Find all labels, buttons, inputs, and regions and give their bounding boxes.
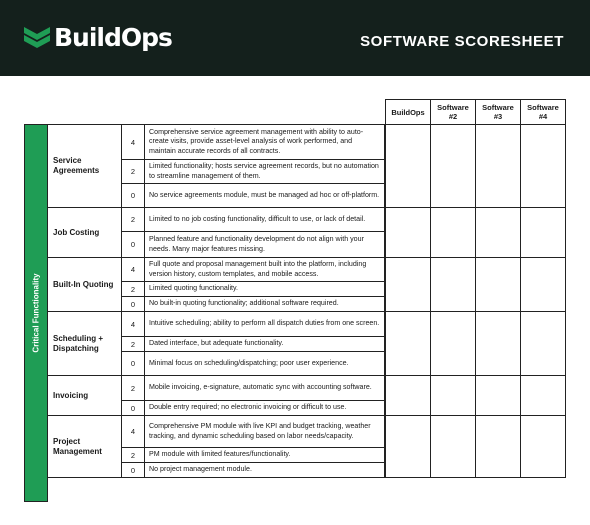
category-label [47,207,122,258]
score-entry-box[interactable] [475,257,521,312]
criteria-description: Minimal focus on scheduling/dispatching; poor user experience. [144,351,385,376]
score-entry-box[interactable] [520,311,566,376]
score-entry-box[interactable] [430,375,476,416]
score-entry-box[interactable] [385,375,431,416]
criteria-description: Mobile invoicing, e-signature, automatic sync with accounting software. [144,375,385,401]
chevron-stack-icon [24,25,50,51]
score-value: 2 [121,159,145,184]
page-header [0,0,590,76]
criteria-description: Intuitive scheduling; ability to perform all dispatch duties from one screen. [144,311,385,337]
section-sidebar [24,124,48,502]
score-value: 4 [121,311,145,337]
criteria-description: Planned feature and functionality development do not align with your needs. Many major features missing. [144,231,385,258]
category-label [47,311,122,376]
score-entry-box[interactable] [430,124,476,208]
category-name: Project Management [53,436,102,456]
score-entry-box[interactable] [385,207,431,258]
buildops-logo [24,25,174,55]
score-value: 2 [121,281,145,297]
category-label [47,415,122,478]
score-entry-box[interactable] [475,124,521,208]
criteria-description: Full quote and proposal management built into the platform, including version history, custom templates, and mobile access. [144,257,385,282]
score-value: 0 [121,183,145,208]
score-entry-box[interactable] [430,207,476,258]
score-entry-box[interactable] [475,207,521,258]
category-name: Scheduling + Dispatching [53,333,104,353]
criteria-description: Comprehensive service agreement management with ability to auto-create visits, provide asset-level analysis of work performed, and maintain accurate records of all contracts. [144,124,385,160]
column-header: Software #3 [475,99,521,125]
score-value: 2 [121,447,145,463]
score-value: 4 [121,415,145,448]
criteria-description: No project management module. [144,462,385,478]
logo-text: BuildOps [54,23,172,52]
criteria-description: Limited functionality; hosts service agreement records, but no automation to streamline management of them. [144,159,385,184]
column-header: BuildOps [385,99,431,125]
score-entry-box[interactable] [475,375,521,416]
category-label [47,124,122,208]
score-entry-box[interactable] [520,415,566,478]
score-entry-box[interactable] [385,257,431,312]
criteria-description: Comprehensive PM module with live KPI and budget tracking, weather tracking, and dynamic scheduling based on labor needs/capacity. [144,415,385,448]
score-entry-box[interactable] [430,415,476,478]
criteria-description: PM module with limited features/functionality. [144,447,385,463]
score-entry-box[interactable] [475,415,521,478]
score-value: 0 [121,351,145,376]
criteria-description: Limited quoting functionality. [144,281,385,297]
criteria-description: Dated interface, but adequate functionality. [144,336,385,352]
score-entry-box[interactable] [430,311,476,376]
score-value: 2 [121,207,145,232]
score-entry-box[interactable] [520,207,566,258]
score-entry-box[interactable] [385,311,431,376]
score-entry-box[interactable] [520,124,566,208]
score-value: 4 [121,124,145,160]
page-title: SOFTWARE SCORESHEET [360,33,564,50]
score-entry-box[interactable] [520,375,566,416]
score-value: 4 [121,257,145,282]
criteria-description: Limited to no job costing functionality, difficult to use, or lack of detail. [144,207,385,232]
criteria-description: No service agreements module, must be managed ad hoc or off-platform. [144,183,385,208]
category-label [47,375,122,416]
score-value: 0 [121,231,145,258]
category-label [47,257,122,312]
score-value: 0 [121,400,145,416]
section-label: Critical Functionality [31,273,41,353]
score-entry-box[interactable] [385,124,431,208]
score-entry-box[interactable] [430,257,476,312]
category-name: Service Agreements [53,156,100,175]
category-name: Invoicing [53,390,89,400]
column-header: Software #2 [430,99,476,125]
score-entry-box[interactable] [385,415,431,478]
score-entry-box[interactable] [520,257,566,312]
score-value: 2 [121,336,145,352]
score-value: 0 [121,462,145,478]
column-header: Software #4 [520,99,566,125]
category-name: Job Costing [53,227,100,237]
score-entry-box[interactable] [475,311,521,376]
score-value: 2 [121,375,145,401]
score-value: 0 [121,296,145,312]
category-name: Built-In Quoting [53,279,114,289]
criteria-description: Double entry required; no electronic invoicing or difficult to use. [144,400,385,416]
criteria-description: No built-in quoting functionality; additional software required. [144,296,385,312]
